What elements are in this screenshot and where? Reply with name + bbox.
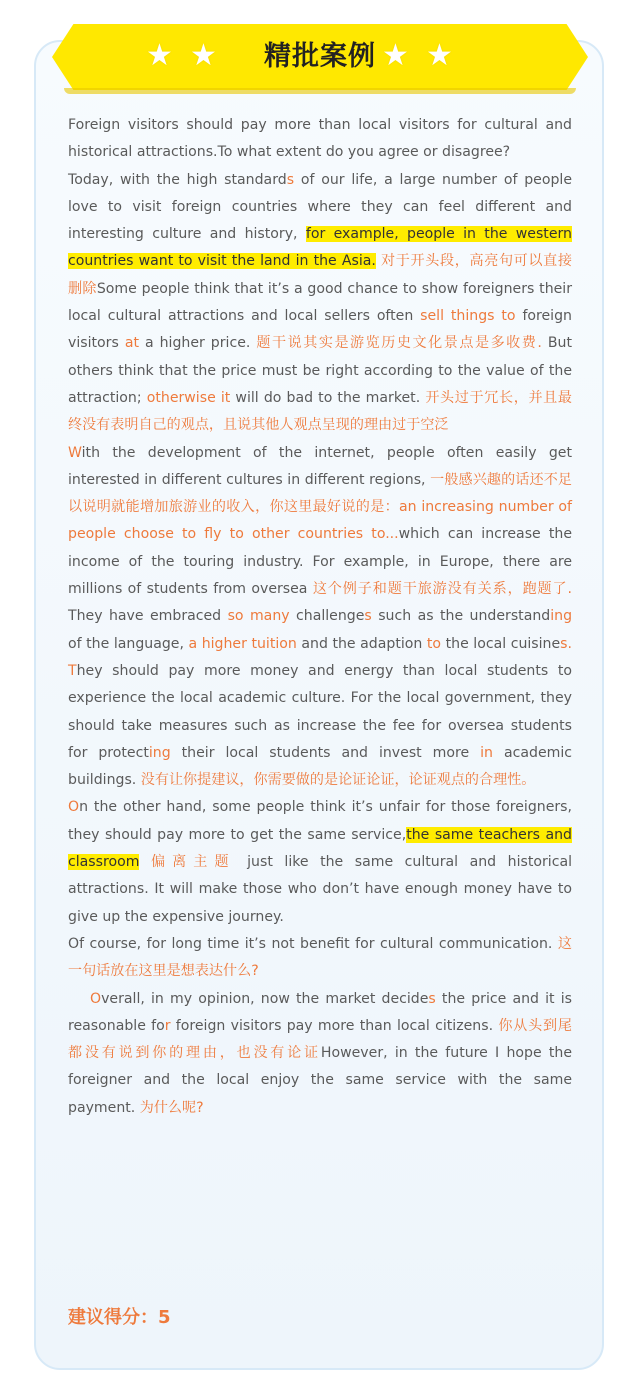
correction-mark: otherwise it — [146, 389, 231, 406]
correction-mark: W — [68, 444, 82, 461]
teacher-comment: 开头过于冗长，并且最终没有表明自己的观点，且说其他人观点呈现的理由过于空泛 — [68, 389, 573, 434]
correction-mark: O — [68, 799, 80, 816]
essay-text: the local cuisine — [441, 635, 561, 652]
essay-text: foreign visitors pay more than local citizens. — [170, 1017, 499, 1034]
essay-text: of our life, a large number of people love to visit foreign countries where they can feel different and interesting culture and history, — [68, 171, 573, 243]
correction-mark: r — [164, 1017, 171, 1034]
essay-text: challenge — [289, 608, 365, 625]
essay-text: verall, in my opinion, now the market decide — [101, 990, 429, 1007]
essay-text: ith the development of the internet, people often easily get interested in different cultures in different regions, — [68, 444, 572, 488]
essay-text: of the language, — [68, 635, 189, 652]
essay-text: such as the understand — [371, 608, 551, 625]
essay-text: will do bad to the market. — [230, 389, 426, 406]
star-icon: ★ — [382, 38, 409, 73]
essay-text: They have embraced — [68, 608, 228, 625]
paragraph-5 — [68, 986, 572, 1122]
essay-text: foreign visitors — [68, 308, 572, 352]
essay-text: Of course, for long time it’s not benefit for cultural communication. — [68, 935, 558, 952]
star-icon: ★ — [146, 38, 173, 73]
teacher-comment: 一般感兴趣的话还不足以说明就能增加旅游业的收入，你这里最好说的是：an increasing number of people choose to fly to other countries to... — [68, 471, 572, 543]
teacher-comment: 题干说其实是游览历史文化景点是多收费. — [256, 335, 542, 352]
teacher-comment: 这个例子和题干旅游没有关系，跑题了. — [312, 581, 573, 598]
correction-mark: sell things to — [420, 308, 516, 325]
essay-content — [68, 112, 572, 1122]
paragraph-3 — [68, 794, 572, 930]
teacher-comment: 偏离主题 — [151, 854, 236, 871]
teacher-comment: 你从头到尾都没有说到你的理由，也没有论证 — [68, 1017, 573, 1062]
essay-text: Today, with the high standard — [68, 171, 287, 188]
teacher-comment: 没有让你提建议，你需要做的是论证论证，论证观点的合理性。 — [140, 772, 536, 789]
correction-mark: s. T — [68, 635, 572, 679]
correction-mark: to — [426, 635, 442, 652]
essay-text: But others think that the price must be right according to the value of the attraction; — [68, 335, 573, 406]
correction-mark: O — [90, 990, 102, 1007]
essay-text: academic buildings. — [68, 744, 573, 789]
essay-prompt: Foreign visitors should pay more than local visitors for cultural and historical attractions.To what extent do you agree or disagree? — [68, 117, 572, 161]
suggested-score: 建议得分：5 — [68, 1307, 171, 1328]
star-icon: ★ — [190, 38, 217, 73]
highlighted-sentence: the same teachers and classroom — [68, 826, 572, 871]
essay-text: a higher price. — [138, 335, 257, 352]
correction-mark: s — [286, 171, 295, 188]
essay-text: Some people think that it’s a good chance to show foreigners their local cultural attractions and local sellers often — [68, 280, 573, 325]
correction-mark: a higher tuition — [188, 635, 297, 652]
paragraph-1 — [68, 167, 572, 440]
correction-mark: s — [428, 990, 436, 1007]
correction-mark: at — [124, 335, 139, 352]
essay-text: their local students and invest more — [170, 744, 481, 761]
correction-mark: ing — [550, 608, 573, 625]
star-icon: ★ — [426, 38, 453, 73]
essay-text: the price and it is reasonable fo — [68, 990, 572, 1034]
essay-text: n the other hand, some people think it’s unfair for those foreigners, they should pay more to get the same service, — [68, 799, 572, 843]
essay-text: However, in the future I hope the foreigner and the local enjoy the same service with the same payment. — [68, 1045, 573, 1116]
essay-text: hey should pay more money and energy than local students to experience the local academic culture. For the local government, they should take measures such as increase the fee for oversea students for protect — [68, 662, 572, 761]
essay-text: just like the same cultural and historical attractions. It will make those who don’t have enough money have to give up the expensive journey. — [68, 854, 573, 925]
essay-text: and the adaption — [296, 635, 427, 652]
correction-mark: s — [364, 608, 372, 625]
paragraph-2 — [68, 440, 572, 795]
teacher-comment: 这一句话放在这里是想表达什么? — [68, 935, 572, 980]
correction-mark: ing — [148, 744, 171, 761]
paragraph-4 — [68, 931, 572, 986]
teacher-comment: 对于开头段，高亮句可以直接删除 — [68, 253, 573, 297]
essay-text: which can increase the income of the touring industry. For example, in Europe, there are millions of students from oversea — [68, 526, 572, 598]
correction-mark: in — [480, 744, 493, 761]
page-title: 精批案例 — [264, 41, 376, 72]
correction-mark: so many — [227, 608, 290, 625]
highlighted-sentence: for example, people in the western countries want to visit the land in the Asia. — [68, 226, 572, 270]
teacher-comment: 为什么呢? — [139, 1099, 204, 1116]
